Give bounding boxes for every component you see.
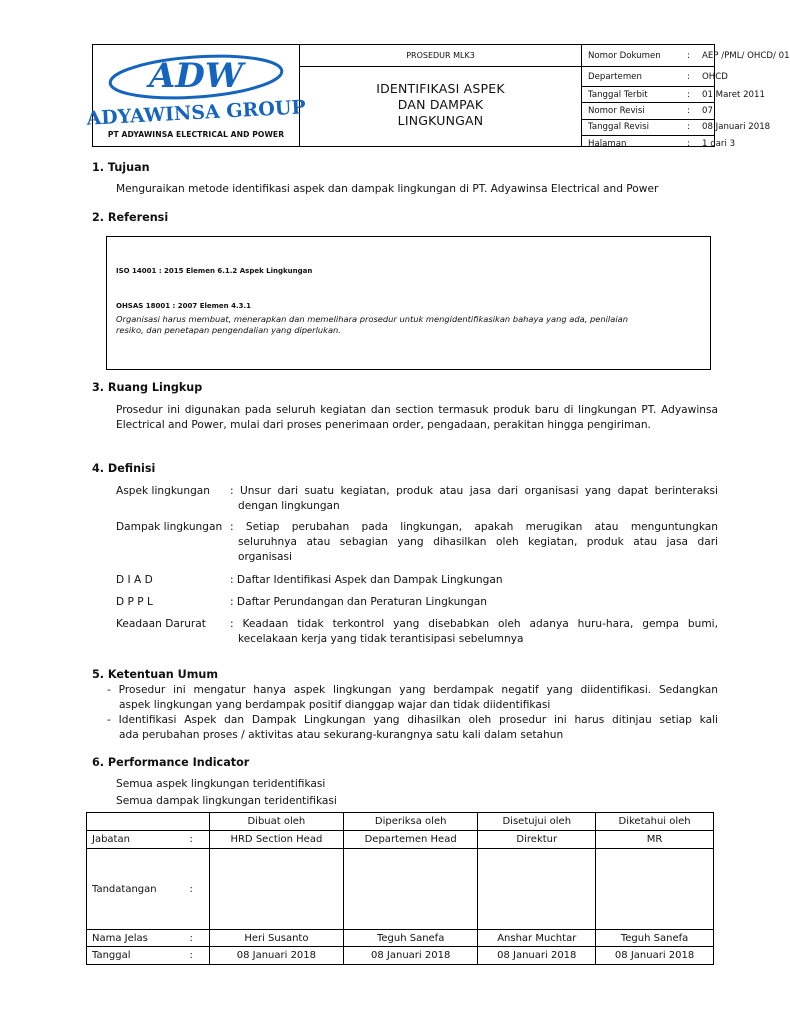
meta-label: Nomor Dokumen [588, 50, 661, 61]
table-cell: 08 Januari 2018 [343, 947, 477, 965]
meta-label: Departemen [588, 71, 642, 82]
signature-cell [209, 849, 343, 930]
meta-row-tanggal-terbit [582, 87, 765, 103]
table-cell: MR [596, 831, 714, 849]
meta-value: OHCD [702, 71, 728, 82]
section-heading-ketentuan-umum: 5. Ketentuan Umum [92, 668, 218, 681]
meta-row-tanggal-revisi [582, 120, 771, 136]
table-cell: 08 Januari 2018 [478, 947, 596, 965]
document-header [85, 44, 790, 150]
approval-header-row [87, 813, 714, 831]
table-cell: 08 Januari 2018 [209, 947, 343, 965]
row-label: Tandatangan [87, 849, 185, 930]
row-colon: : [184, 930, 209, 947]
company-logo [85, 49, 307, 130]
ketentuan-item: - Prosedur ini mengatur hanya aspek lingkungan yang berdampak negatif yang diidentifikasi. Sedangkan [107, 684, 718, 696]
ketentuan-item: - Identifikasi Aspek dan Dampak Lingkungan yang dihasilkan oleh prosedur ini harus ditinjau setiap kali [107, 714, 718, 726]
meta-label: Halaman [588, 139, 627, 150]
section-heading-ruang-lingkup: 3. Ruang Lingkup [92, 381, 203, 394]
table-cell: Teguh Sanefa [596, 930, 714, 947]
meta-colon: : [687, 89, 690, 100]
section-heading-tujuan: 1. Tujuan [92, 161, 150, 174]
meta-colon: : [687, 139, 690, 150]
reference-ohsas-text: resiko, dan penetapan pengendalian yang diperlukan. [116, 325, 341, 335]
logo-cell [85, 45, 307, 146]
meta-row-halaman [582, 136, 736, 152]
meta-value: 01 Maret 2011 [702, 89, 765, 100]
ketentuan-item: ada perubahan proses / aktivitas atau sekurang-kurangnya satu kali dalam setahun [119, 729, 564, 741]
document-meta [582, 45, 790, 152]
approval-row-tanggal [87, 947, 714, 965]
header-dibuat-oleh: Dibuat oleh [209, 813, 343, 831]
meta-value: AEP /PML/ OHCD/ 01 [702, 50, 790, 61]
definition-term: Keadaan Darurat [116, 618, 206, 630]
ketentuan-item: aspek lingkungan yang berdampak positif dianggap wajar dan tidak diidentifikasi [119, 699, 551, 711]
definition-term: D P P L [116, 596, 153, 608]
reference-iso: ISO 14001 : 2015 Elemen 6.1.2 Aspek Lingkungan [116, 267, 313, 275]
group-name: ADYAWINSA GROUP [85, 96, 307, 130]
definition-term: Dampak lingkungan [116, 521, 223, 533]
header-diketahui-oleh: Diketahui oleh [596, 813, 714, 831]
definition-desc: kecelakaan kerja yang tidak terantisipasi sebelumnya [238, 633, 524, 645]
definition-desc: dengan lingkungan [238, 500, 340, 512]
title-cell [300, 45, 582, 146]
definition-desc: seluruhnya atau sebagian yang dihasilkan oleh kegiatan, produk atau jasa dari [238, 536, 718, 548]
performance-indicator-item: Semua dampak lingkungan teridentifikasi [116, 795, 337, 807]
tujuan-text: Menguraikan metode identifikasi aspek dan dampak lingkungan di PT. Adyawinsa Electrical and Power [116, 183, 659, 195]
meta-colon: : [687, 71, 690, 82]
row-colon: : [184, 831, 209, 849]
section-heading-definisi: 4. Definisi [92, 462, 156, 475]
table-cell: Teguh Sanefa [343, 930, 477, 947]
title-line: DAN DAMPAK [397, 97, 484, 112]
table-cell: Direktur [478, 831, 596, 849]
meta-label: Tanggal Terbit [588, 89, 648, 100]
meta-label: Nomor Revisi [588, 106, 645, 117]
meta-row-departemen [582, 67, 728, 87]
definition-term: D I A D [116, 574, 153, 586]
title-line: LINGKUNGAN [397, 113, 484, 128]
meta-value: 07 [702, 106, 713, 117]
definition-desc: : Daftar Identifikasi Aspek dan Dampak Lingkungan [230, 574, 503, 586]
row-colon: : [184, 849, 209, 930]
signature-cell [596, 849, 714, 930]
signature-cell [343, 849, 477, 930]
definition-desc: : Setiap perubahan pada lingkungan, apakah merugikan atau menguntungkan [230, 521, 718, 533]
meta-colon: : [687, 50, 690, 61]
reference-ohsas: OHSAS 18001 : 2007 Elemen 4.3.1 [116, 302, 252, 310]
row-label: Nama Jelas [87, 930, 185, 947]
row-label: Tanggal [87, 947, 185, 965]
definition-desc: : Daftar Perundangan dan Peraturan Lingkungan [230, 596, 487, 608]
header-diperiksa-oleh: Diperiksa oleh [343, 813, 477, 831]
table-cell: Heri Susanto [209, 930, 343, 947]
table-cell: HRD Section Head [209, 831, 343, 849]
definition-desc: : Keadaan tidak terkontrol yang disebabkan oleh adanya huru-hara, gempa bumi, [230, 618, 718, 630]
section-heading-performance-indicator: 6. Performance Indicator [92, 756, 250, 769]
company-name: PT ADYAWINSA ELECTRICAL AND POWER [107, 130, 285, 139]
procedure-code: PROSEDUR MLK3 [300, 45, 581, 67]
reference-ohsas-text: Organisasi harus membuat, menerapkan dan memelihara prosedur untuk mengidentifikasikan bahaya yang ada, penilaian [116, 314, 628, 324]
meta-row-nomor-dokumen [582, 45, 790, 67]
row-colon: : [184, 947, 209, 965]
performance-indicator-item: Semua aspek lingkungan teridentifikasi [116, 778, 326, 790]
meta-row-nomor-revisi [582, 103, 714, 119]
definition-desc: organisasi [238, 551, 292, 563]
approval-row-nama-jelas [87, 930, 714, 947]
title-line: IDENTIFIKASI ASPEK [376, 81, 505, 96]
logo-letters: ADW [148, 56, 244, 96]
approval-row-tandatangan [87, 849, 714, 930]
approval-row-jabatan [87, 831, 714, 849]
header-disetujui-oleh: Disetujui oleh [478, 813, 596, 831]
signature-cell [478, 849, 596, 930]
approval-table [86, 812, 714, 965]
meta-colon: : [687, 122, 690, 133]
section-heading-referensi: 2. Referensi [92, 211, 169, 224]
definition-term: Aspek lingkungan [116, 485, 211, 497]
meta-value: 1 dari 3 [702, 139, 736, 150]
meta-label: Tanggal Revisi [588, 122, 650, 133]
meta-value: 08 Januari 2018 [702, 122, 771, 133]
ruang-lingkup-text: Prosedur ini digunakan pada seluruh kegiatan dan section termasuk produk baru di lingkungan PT. Adyawinsa Electrical and Power, mulai dari proses penerimaan order, pengadaan, perakitan hingga pengiriman. [116, 404, 718, 431]
definition-desc: : Unsur dari suatu kegiatan, produk atau jasa dari organisasi yang dapat berinteraksi [230, 485, 718, 497]
table-cell: Anshar Muchtar [478, 930, 596, 947]
row-label: Jabatan [87, 831, 185, 849]
table-cell: Departemen Head [343, 831, 477, 849]
document-title [300, 81, 581, 129]
meta-colon: : [687, 106, 690, 117]
table-cell: 08 Januari 2018 [596, 947, 714, 965]
